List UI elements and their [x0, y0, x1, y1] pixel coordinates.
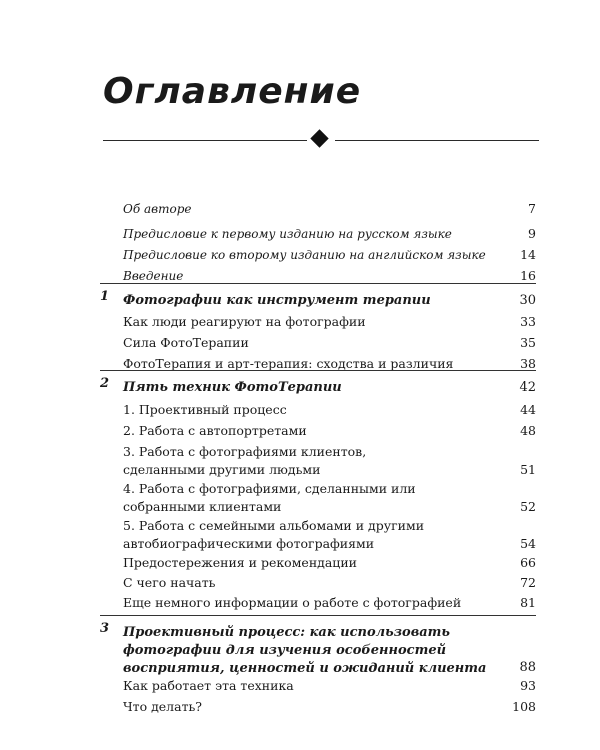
- page-number: 14: [520, 247, 536, 262]
- page-number: 44: [520, 402, 536, 417]
- chapter-separator: [100, 615, 536, 616]
- entry-title: ФотоТерапия и арт-терапия: сходства и различия: [123, 356, 454, 371]
- entry-title: 2. Работа с автопортретами: [123, 423, 307, 438]
- entry-title: С чего начать: [123, 575, 216, 590]
- chapter-separator: [100, 370, 536, 371]
- page-number: 54: [520, 536, 536, 551]
- page-number: 42: [519, 380, 536, 395]
- page-number: 93: [520, 678, 536, 693]
- entry-title: Что делать?: [123, 699, 202, 714]
- page-number: 81: [520, 595, 536, 610]
- page-number: 16: [520, 268, 536, 283]
- entry-title: Предостережения и рекомендации: [123, 555, 357, 570]
- chapter-number: 2: [100, 376, 110, 391]
- page-number: 52: [520, 499, 536, 514]
- entry-title: 1. Проективный процесс: [123, 402, 287, 417]
- entry-title: 5. Работа с семейными альбомами и другими автобиографическими фотографиями: [123, 518, 425, 551]
- page-title: Оглавление: [103, 71, 362, 112]
- divider-rule-left: [103, 140, 307, 141]
- entry-title: Пять техник ФотоТерапии: [123, 380, 342, 395]
- entry-title: Как работает эта техника: [123, 678, 294, 693]
- entry-title: Как люди реагируют на фотографии: [123, 314, 366, 329]
- page-number: 7: [528, 201, 536, 216]
- diamond-icon: [310, 129, 328, 147]
- entry-title: Проективный процесс: как использовать фотографии для изучения особенностей восприятия, ценностей и ожиданий клиента: [123, 625, 487, 676]
- chapter-number: 1: [100, 289, 110, 304]
- page-number: 38: [520, 356, 536, 371]
- entry-title: Об авторе: [123, 202, 192, 216]
- entry-title: Еще немного информации о работе с фотографией: [123, 595, 462, 610]
- entry-title: Введение: [123, 269, 184, 283]
- divider-rule-right: [335, 140, 539, 141]
- page-number: 51: [520, 462, 536, 477]
- entry-title: 4. Работа с фотографиями, сделанными или собранными клиентами: [123, 481, 416, 514]
- page-number: 33: [520, 314, 536, 329]
- entry-title: Сила ФотоТерапии: [123, 335, 249, 350]
- chapter-separator: [100, 283, 536, 284]
- page-number: 35: [520, 335, 536, 350]
- chapter-number: 3: [100, 621, 110, 636]
- page-number: 30: [519, 293, 536, 308]
- entry-title: Фотографии как инструмент терапии: [123, 293, 431, 308]
- entry-title: 3. Работа с фотографиями клиентов, сделанными другими людьми: [123, 444, 367, 477]
- page-number: 9: [528, 226, 536, 241]
- entry-title: Предисловие ко второму изданию на английском языке: [123, 248, 486, 262]
- entry-title: Предисловие к первому изданию на русском языке: [123, 227, 452, 241]
- ornamental-divider: [103, 129, 539, 153]
- page-number: 108: [512, 699, 536, 714]
- page-number: 88: [519, 660, 536, 675]
- table-of-contents: [0, 200, 600, 714]
- page-number: 72: [520, 575, 536, 590]
- page-number: 66: [520, 555, 536, 570]
- page-number: 48: [520, 423, 536, 438]
